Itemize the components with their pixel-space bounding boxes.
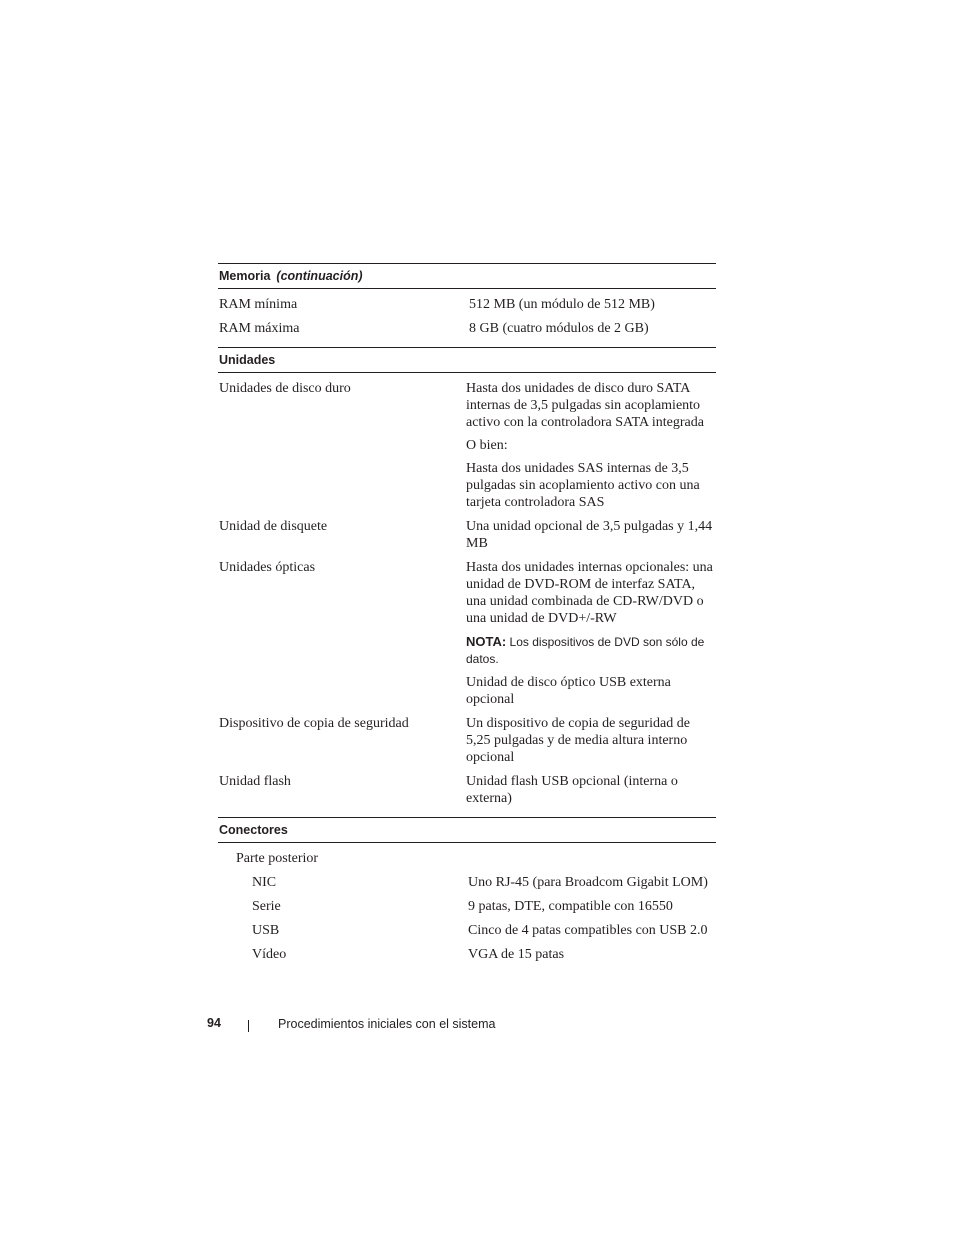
spec-value-line: Hasta dos unidades SAS internas de 3,5 pulgadas sin acoplamiento activo con una tarjeta controladora SAS [466, 461, 700, 510]
spec-row-disquete [218, 515, 716, 556]
section-header-conectores [218, 817, 716, 843]
spec-value [466, 715, 716, 766]
spec-value: 512 MB (un módulo de 512 MB) [469, 297, 655, 312]
subsection-parte-posterior [218, 847, 716, 871]
spec-value-line: Un dispositivo de copia de seguridad de 5,25 pulgadas y de media altura interno opcional [466, 716, 690, 765]
spec-label: Dispositivo de copia de seguridad [219, 716, 409, 731]
spec-row-flash [218, 770, 716, 811]
spec-value-line: Hasta dos unidades de disco duro SATA internas de 3,5 pulgadas sin acoplamiento activo con la controladora SATA integrada [466, 381, 704, 430]
spec-value: Uno RJ-45 (para Broadcom Gigabit LOM) [468, 875, 708, 890]
subsection-label: Parte posterior [236, 851, 319, 866]
page-number: 94 [207, 1016, 221, 1030]
spec-value [466, 773, 716, 807]
spec-row-serie [218, 895, 716, 919]
spec-row-disco-duro [218, 377, 716, 515]
section-body-memoria [218, 289, 716, 347]
spec-label: RAM mínima [219, 297, 298, 312]
spec-value-line: Hasta dos unidades internas opcionales: una unidad de DVD-ROM de interfaz SATA, una unidad combinada de CD-RW/DVD o una unidad de DVD+/-RW [466, 560, 713, 626]
spec-value-line: Una unidad opcional de 3,5 pulgadas y 1,44 MB [466, 519, 713, 551]
spec-value-line: Unidad flash USB opcional (interna o externa) [466, 774, 678, 806]
section-title: Memoria [219, 269, 271, 283]
spec-row-opticas [218, 556, 716, 712]
spec-label: Unidades de disco duro [219, 381, 351, 396]
spec-row-ram-min [218, 293, 716, 317]
spec-label: USB [252, 923, 280, 938]
note-text: Los dispositivos de DVD son sólo de datos. [466, 635, 705, 666]
section-continued: (continuación) [276, 269, 363, 283]
section-body-unidades [218, 373, 716, 817]
spec-label: Serie [252, 899, 281, 914]
footer-separator [248, 1020, 249, 1032]
spec-row-ram-max [218, 317, 716, 341]
spec-value [466, 380, 716, 511]
footer-title: Procedimientos iniciales con el sistema [278, 1017, 496, 1031]
spec-value: VGA de 15 patas [468, 947, 565, 962]
spec-row-copia-seguridad [218, 712, 716, 770]
spec-value-line: Unidad de disco óptico USB externa opcional [466, 675, 671, 707]
spec-value: Cinco de 4 patas compatibles con USB 2.0 [468, 923, 708, 938]
section-title: Unidades [219, 353, 276, 367]
spec-value [466, 559, 716, 708]
spec-label: Unidades ópticas [219, 560, 316, 575]
spec-value [466, 518, 716, 552]
spec-label: Vídeo [252, 947, 287, 962]
spec-row-nic [218, 871, 716, 895]
section-title: Conectores [219, 823, 288, 837]
spec-label: Unidad flash [219, 774, 291, 789]
section-header-unidades [218, 347, 716, 373]
note-label: NOTA: [466, 634, 507, 649]
spec-label: RAM máxima [219, 321, 300, 336]
spec-label: NIC [252, 875, 277, 890]
spec-value: 8 GB (cuatro módulos de 2 GB) [469, 321, 649, 336]
section-header-memoria [218, 263, 716, 289]
spec-table [218, 263, 716, 973]
spec-row-video [218, 943, 716, 967]
spec-value-line: O bien: [466, 438, 508, 453]
spec-row-usb [218, 919, 716, 943]
spec-value: 9 patas, DTE, compatible con 16550 [468, 899, 673, 914]
section-body-conectores [218, 843, 716, 973]
spec-label: Unidad de disquete [219, 519, 328, 534]
page-footer [0, 1014, 954, 1034]
note [466, 633, 716, 668]
